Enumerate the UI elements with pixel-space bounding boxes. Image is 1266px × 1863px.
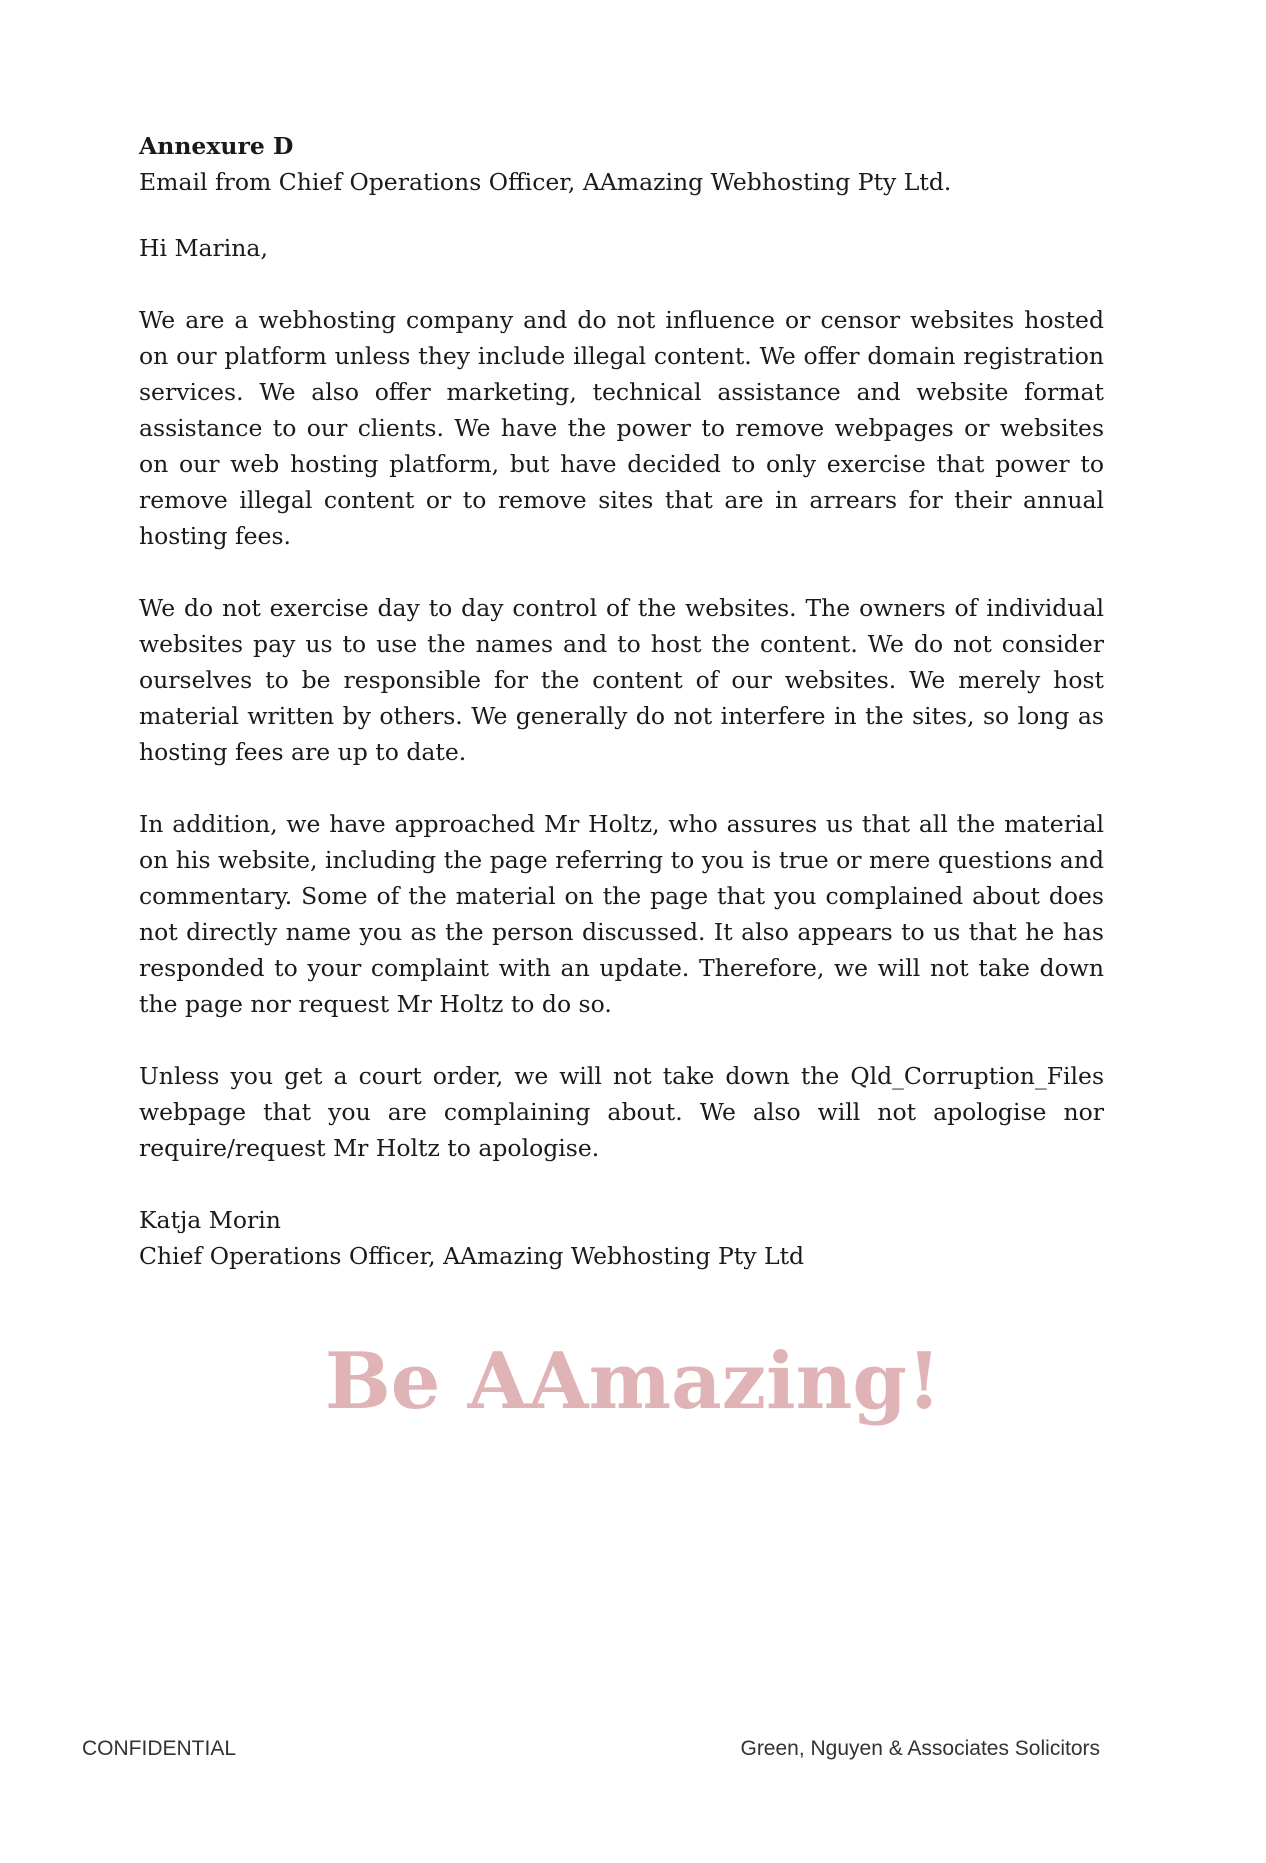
- footer-confidential: CONFIDENTIAL: [82, 1737, 237, 1760]
- letter-body: [139, 128, 1104, 1274]
- annexure-heading: Annexure D: [139, 132, 294, 160]
- signature-name: Katja Morin: [139, 1206, 281, 1234]
- footer-firm-name: Green, Nguyen & Associates Solicitors: [740, 1737, 1100, 1760]
- paragraph-3: In addition, we have approached Mr Holtz, who assures us that all the material on his website, including the page referring to you is true or mere questions and commentary. Some of the material on the page that you complained about does not directly name you as the person discussed. It also appears to us that he has responded to your complaint with an update. Therefore, we will not take down the page nor request Mr Holtz to do so.: [139, 810, 1104, 1018]
- paragraph-2: We do not exercise day to day control of the websites. The owners of individual websites pay us to use the names and to host the content. We do not consider ourselves to be responsible for the content of our websites. We merely host material written by others. We generally do not interfere in the sites, so long as hosting fees are up to date.: [139, 594, 1104, 766]
- annexure-subheading: Email from Chief Operations Officer, AAmazing Webhosting Pty Ltd.: [139, 168, 952, 196]
- company-slogan: Be AAmazing!: [324, 1336, 942, 1427]
- salutation: Hi Marina,: [139, 234, 268, 262]
- signature-title: Chief Operations Officer, AAmazing Webhosting Pty Ltd: [139, 1242, 805, 1270]
- paragraph-4: Unless you get a court order, we will not take down the Qld_Corruption_Files webpage that you are complaining about. We also will not apologise nor require/request Mr Holtz to apologise.: [139, 1062, 1104, 1162]
- paragraph-1: We are a webhosting company and do not influence or censor websites hosted on our platform unless they include illegal content. We offer domain registration services. We also offer marketing, technical assistance and website format assistance to our clients. We have the power to remove webpages or websites on our web hosting platform, but have decided to only exercise that power to remove illegal content or to remove sites that are in arrears for their annual hosting fees.: [139, 306, 1104, 550]
